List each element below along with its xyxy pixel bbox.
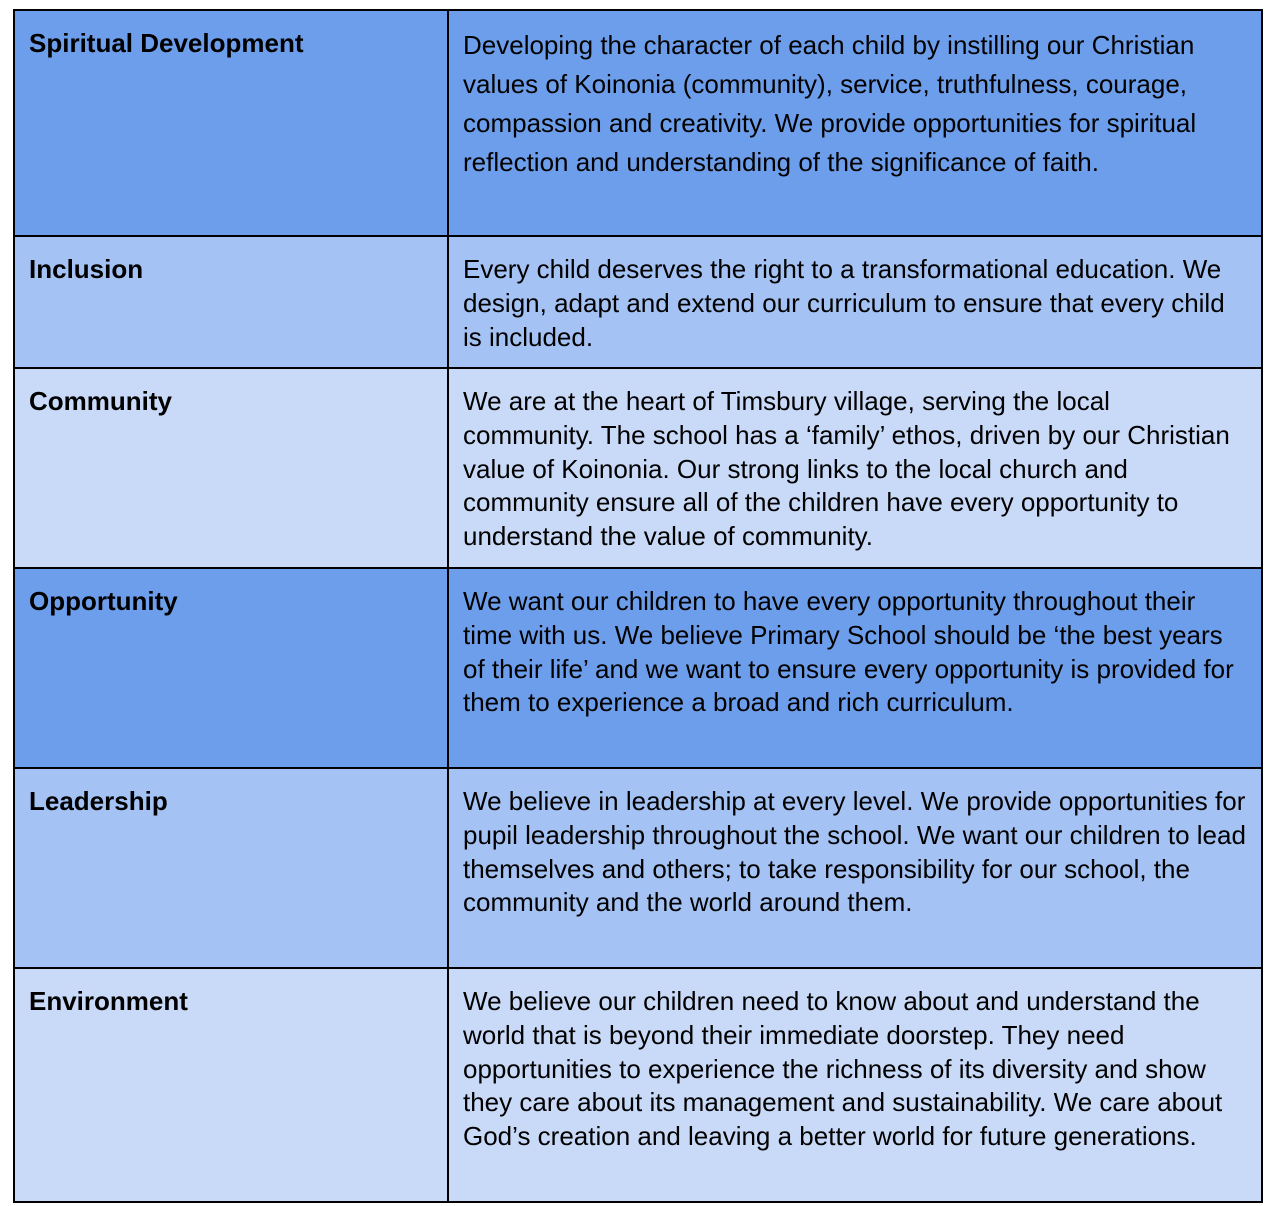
value-description: We are at the heart of Timsbury village, serving the local community. The school has a ‘family’ ethos, driven by our Christian value of Koinonia. Our strong links to the local church and community ensure all of the children have every opportunity to understand the value of community.: [448, 368, 1262, 568]
value-term: Leadership: [14, 768, 448, 968]
table-row: [14, 10, 1262, 236]
table-row: [14, 368, 1262, 568]
table-row: [14, 968, 1262, 1202]
value-description: Developing the character of each child by instilling our Christian values of Koinonia (community), service, truthfulness, courage, compassion and creativity. We provide opportunities for spiritual reflection and understanding of the significance of faith.: [448, 10, 1262, 236]
value-description: We believe in leadership at every level. We provide opportunities for pupil leadership throughout the school. We want our children to lead themselves and others; to take responsibility for our school, the community and the world around them.: [448, 768, 1262, 968]
value-description: We believe our children need to know about and understand the world that is beyond their immediate doorstep. They need opportunities to experience the richness of its diversity and show they care about its management and sustainability. We care about God’s creation and leaving a better world for future generations.: [448, 968, 1262, 1202]
value-term: Spiritual Development: [14, 10, 448, 236]
value-term: Community: [14, 368, 448, 568]
table-row: [14, 768, 1262, 968]
table-row: [14, 236, 1262, 368]
value-term: Inclusion: [14, 236, 448, 368]
value-term: Environment: [14, 968, 448, 1202]
school-values-table: [13, 9, 1263, 1203]
value-term: Opportunity: [14, 568, 448, 768]
table-row: [14, 568, 1262, 768]
value-description: We want our children to have every opportunity throughout their time with us. We believe Primary School should be ‘the best years of their life’ and we want to ensure every opportunity is provided for them to experience a broad and rich curriculum.: [448, 568, 1262, 768]
value-description: Every child deserves the right to a transformational education. We design, adapt and extend our curriculum to ensure that every child is included.: [448, 236, 1262, 368]
